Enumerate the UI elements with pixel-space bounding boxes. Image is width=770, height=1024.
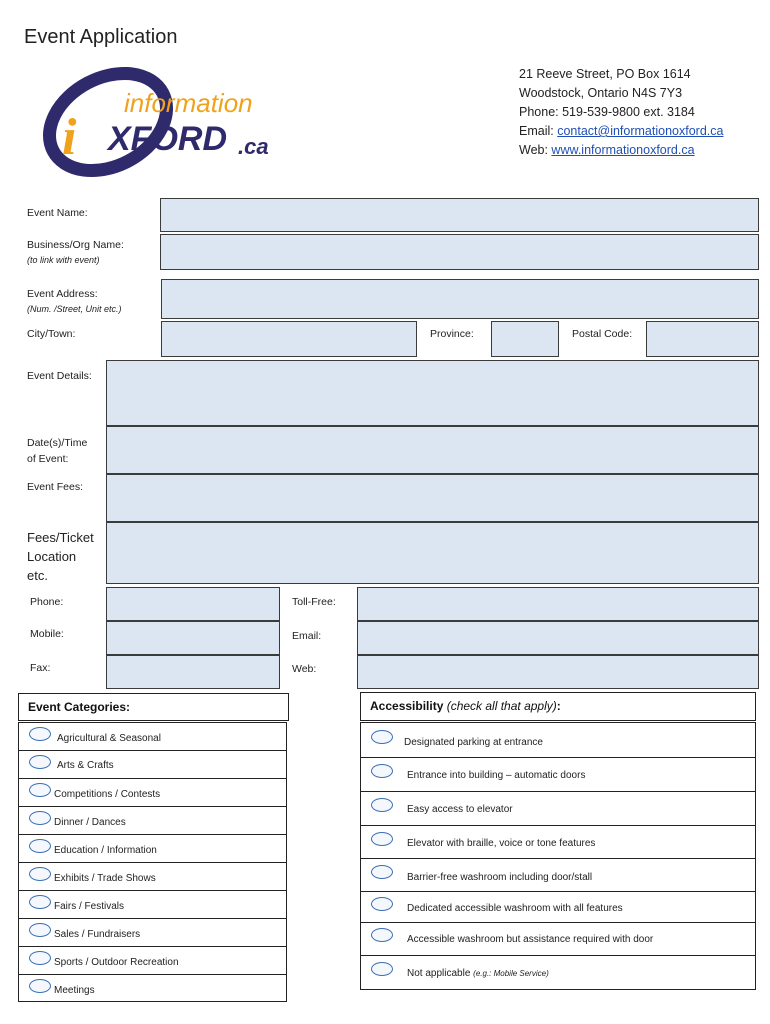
category-item[interactable] [19, 975, 286, 1003]
event-details-field[interactable] [106, 360, 759, 426]
city-field[interactable] [161, 321, 417, 357]
mobile-field[interactable] [106, 621, 280, 655]
phone-field[interactable] [106, 587, 280, 621]
province-label: Province: [430, 328, 474, 340]
radio-icon[interactable] [29, 867, 51, 881]
radio-icon[interactable] [29, 923, 51, 937]
web-field[interactable] [357, 655, 759, 689]
address-label-sub: (Num. /Street, Unit etc.) [27, 304, 122, 314]
email-field[interactable] [357, 621, 759, 655]
category-item[interactable] [19, 835, 286, 863]
accessibility-header-italic: (check all that apply) [443, 699, 557, 713]
accessibility-item[interactable] [361, 758, 755, 792]
event-name-label: Event Name: [27, 207, 88, 219]
accessibility-label: Elevator with braille, voice or tone features [407, 838, 596, 849]
contact-email-label: Email: [519, 124, 558, 138]
logo-word-information: information [124, 88, 253, 118]
accessibility-header-bold: Accessibility [370, 699, 444, 713]
accessibility-item[interactable] [361, 723, 755, 758]
category-label: Education / Information [54, 845, 157, 856]
category-label: Dinner / Dances [54, 817, 126, 828]
category-item[interactable] [19, 751, 286, 779]
address-label-text: Event Address: [27, 288, 98, 300]
accessibility-label: Barrier-free washroom including door/stall [407, 872, 593, 883]
accessibility-item[interactable] [361, 859, 755, 892]
category-label: Exhibits / Trade Shows [54, 873, 156, 884]
dates-label-line2: of Event: [27, 453, 69, 465]
contact-street: 21 Reeve Street, PO Box 1614 [519, 67, 691, 81]
accessibility-label: Entrance into building – automatic doors [407, 770, 586, 781]
radio-icon[interactable] [371, 865, 393, 879]
dates-label [27, 435, 87, 467]
radio-icon[interactable] [29, 755, 51, 769]
accessibility-note: (e.g.: Mobile Service) [473, 969, 549, 978]
event-fees-field[interactable] [106, 474, 759, 522]
accessibility-label: Dedicated accessible washroom with all features [407, 903, 623, 914]
accessibility-item[interactable] [361, 956, 755, 991]
logo-letter-i: i [62, 109, 77, 166]
radio-icon[interactable] [29, 979, 51, 993]
category-item[interactable] [19, 723, 286, 751]
ticket-label-line2: Location [27, 549, 77, 564]
postal-code-field[interactable] [646, 321, 759, 357]
business-label-sub: (to link with event) [27, 255, 100, 265]
category-label: Sports / Outdoor Recreation [54, 957, 179, 968]
contact-phone: Phone: 519-539-9800 ext. 3184 [519, 105, 695, 119]
radio-icon[interactable] [29, 839, 51, 853]
contact-web-label: Web: [519, 143, 552, 157]
fax-label: Fax: [30, 662, 51, 674]
category-item[interactable] [19, 863, 286, 891]
information-oxford-logo [28, 62, 298, 182]
tollfree-label: Toll-Free: [292, 596, 336, 608]
event-name-field[interactable] [160, 198, 759, 232]
category-label: Arts & Crafts [57, 760, 114, 771]
categories-header [18, 693, 289, 721]
mobile-label: Mobile: [30, 628, 64, 640]
radio-icon[interactable] [371, 764, 393, 778]
categories-list [18, 722, 287, 1002]
page-title: Event Application [24, 26, 178, 48]
category-label: Meetings [54, 985, 95, 996]
categories-header-text: Event Categories: [28, 700, 131, 714]
radio-icon[interactable] [371, 928, 393, 942]
category-item[interactable] [19, 919, 286, 947]
ticket-location-field[interactable] [106, 522, 759, 584]
radio-icon[interactable] [371, 962, 393, 976]
contact-block [519, 65, 723, 160]
contact-city: Woodstock, Ontario N4S 7Y3 [519, 86, 683, 100]
phone-label: Phone: [30, 596, 64, 608]
accessibility-item[interactable] [361, 792, 755, 826]
radio-icon[interactable] [371, 832, 393, 846]
category-label: Fairs / Festivals [54, 901, 125, 912]
radio-icon[interactable] [371, 730, 393, 744]
event-address-field[interactable] [161, 279, 759, 319]
radio-icon[interactable] [29, 895, 51, 909]
postal-code-label: Postal Code: [572, 328, 633, 340]
accessibility-list [360, 722, 756, 990]
radio-icon[interactable] [371, 798, 393, 812]
category-item[interactable] [19, 947, 286, 975]
category-label: Agricultural & Seasonal [57, 733, 161, 744]
accessibility-item[interactable] [361, 826, 755, 859]
tollfree-field[interactable] [357, 587, 759, 621]
business-label [27, 239, 124, 265]
category-label: Competitions / Contests [54, 789, 161, 800]
accessibility-item[interactable] [361, 892, 755, 923]
radio-icon[interactable] [29, 727, 51, 741]
dates-label-line1: Date(s)/Time [27, 437, 88, 449]
web-label: Web: [292, 663, 317, 675]
accessibility-item[interactable] [361, 923, 755, 956]
address-label [27, 288, 122, 314]
email-label: Email: [292, 630, 322, 642]
event-fees-label: Event Fees: [27, 481, 84, 493]
category-label: Sales / Fundraisers [54, 929, 141, 940]
radio-icon[interactable] [29, 783, 51, 797]
event-details-label: Event Details: [27, 370, 92, 382]
accessibility-label: Easy access to elevator [407, 804, 513, 815]
accessibility-header [360, 692, 756, 721]
province-field[interactable] [491, 321, 559, 357]
fax-field[interactable] [106, 655, 280, 689]
category-item[interactable] [19, 779, 286, 807]
category-item[interactable] [19, 891, 286, 919]
dates-field[interactable] [106, 426, 759, 474]
business-label-text: Business/Org Name: [27, 239, 124, 251]
ticket-label-line1: Fees/Ticket [27, 530, 94, 545]
contact-email-link[interactable]: contact@informationoxford.ca [557, 124, 724, 138]
accessibility-label: Designated parking at entrance [404, 737, 543, 748]
category-item[interactable] [19, 807, 286, 835]
radio-icon[interactable] [371, 897, 393, 911]
business-name-field[interactable] [160, 234, 759, 270]
accessibility-label-text: Not applicable [407, 968, 471, 979]
accessibility-header-colon: : [556, 699, 561, 713]
accessibility-header-text [361, 693, 755, 719]
accessibility-label [407, 968, 549, 979]
radio-icon[interactable] [29, 951, 51, 965]
logo-word-xford: XFORD [108, 120, 227, 158]
contact-web-link[interactable]: www.informationoxford.ca [551, 143, 695, 157]
city-label: City/Town: [27, 328, 76, 340]
ticket-location-label [27, 528, 94, 585]
radio-icon[interactable] [29, 811, 51, 825]
logo-suffix-ca: .ca [238, 134, 269, 159]
accessibility-label: Accessible washroom but assistance required with door [407, 934, 654, 945]
ticket-label-line3: etc. [27, 568, 48, 583]
